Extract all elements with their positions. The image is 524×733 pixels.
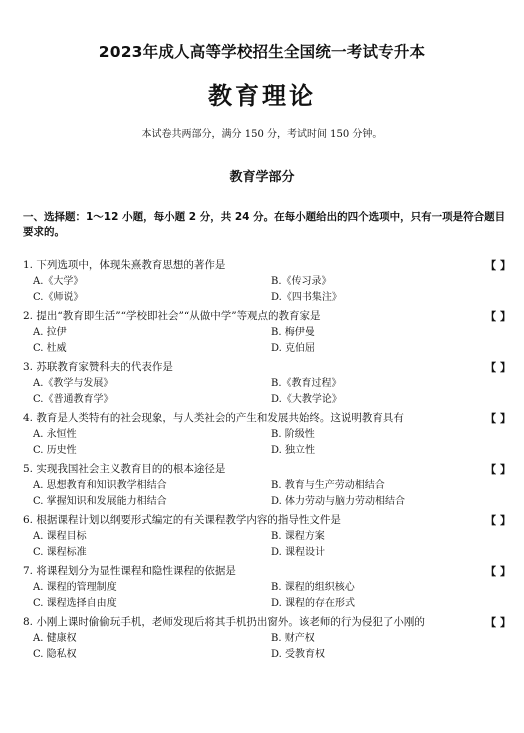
question-2: [23, 308, 511, 357]
answer-bracket: 【 】: [485, 259, 511, 272]
question-stem: [23, 614, 511, 631]
question-stem: [23, 563, 511, 580]
question-5: [23, 461, 511, 510]
answer-bracket: 【 】: [485, 514, 511, 527]
option-row: [23, 596, 511, 612]
option-a: A. 思想教育和知识教学相结合: [33, 480, 167, 491]
option-c: C. 隐私权: [33, 649, 77, 660]
option-row: [23, 529, 511, 545]
option-c: C.《师说》: [33, 292, 84, 303]
option-c: C. 掌握知识和发展能力相结合: [33, 496, 167, 507]
option-c: C. 课程选择自由度: [33, 598, 117, 609]
answer-bracket: 【 】: [485, 361, 511, 374]
option-b: B.《传习录》: [271, 276, 332, 287]
option-row: [23, 580, 511, 596]
option-b: B. 财产权: [271, 633, 315, 644]
option-c: C. 历史性: [33, 445, 77, 456]
option-b: B. 阶级性: [271, 429, 315, 440]
question-text: 2. 提出“教育即生活”“学校即社会”“从做中学”等观点的教育家是: [23, 310, 321, 322]
option-row: [23, 478, 511, 494]
question-6: [23, 512, 511, 561]
option-b: B. 梅伊曼: [271, 327, 315, 338]
option-row: [23, 443, 511, 459]
option-c: C. 杜威: [33, 343, 67, 354]
option-c: C. 课程标准: [33, 547, 87, 558]
option-d: D.《四书集注》: [271, 292, 342, 303]
question-stem: [23, 461, 511, 478]
option-row: [23, 341, 511, 357]
question-text: 5. 实现我国社会主义教育目的的根本途径是: [23, 463, 226, 475]
question-stem: [23, 308, 511, 325]
question-text: 7. 将课程划分为显性课程和隐性课程的依据是: [23, 565, 236, 577]
option-d: D. 体力劳动与脑力劳动相结合: [271, 496, 406, 507]
option-a: A. 课程的管理制度: [33, 582, 117, 593]
option-d: D.《大教学论》: [271, 394, 342, 405]
answer-bracket: 【 】: [485, 412, 511, 425]
option-d: D. 克伯屈: [271, 343, 316, 354]
option-a: A. 课程目标: [33, 531, 87, 542]
option-row: [23, 494, 511, 510]
answer-bracket: 【 】: [485, 463, 511, 476]
question-text: 3. 苏联教育家赞科夫的代表作是: [23, 361, 173, 373]
question-text: 8. 小刚上课时偷偷玩手机，老师发现后将其手机扔出窗外。该老师的行为侵犯了小刚的: [23, 616, 425, 628]
question-3: [23, 359, 511, 408]
option-d: D. 课程的存在形式: [271, 598, 356, 609]
question-stem: [23, 410, 511, 427]
option-c: C.《普通教育学》: [33, 394, 114, 405]
option-row: [23, 545, 511, 561]
option-a: A.《教学与发展》: [33, 378, 114, 389]
option-b: B. 课程方案: [271, 531, 325, 542]
option-row: [23, 325, 511, 341]
section-title: 教育学部分: [229, 170, 295, 185]
question-stem: [23, 257, 511, 274]
option-row: [23, 376, 511, 392]
question-7: [23, 563, 511, 612]
option-row: [23, 274, 511, 290]
question-stem: [23, 359, 511, 376]
option-b: B.《教育过程》: [271, 378, 342, 389]
question-1: [23, 257, 511, 306]
exam-title: 2023年成人高等学校招生全国统一考试专升本: [98, 43, 426, 61]
option-d: D. 受教育权: [271, 649, 326, 660]
question-text: 6. 根据课程计划以纲要形式编定的有关课程教学内容的指导性文件是: [23, 514, 341, 526]
exam-note: 本试卷共两部分，满分 150 分，考试时间 150 分钟。: [141, 129, 383, 140]
option-a: A. 永恒性: [33, 429, 77, 440]
question-text: 4. 教育是人类特有的社会现象，与人类社会的产生和发展共始终。这说明教育具有: [23, 412, 404, 424]
option-row: [23, 647, 511, 663]
option-row: [23, 427, 511, 443]
option-b: B. 教育与生产劳动相结合: [271, 480, 385, 491]
option-a: A. 健康权: [33, 633, 77, 644]
question-4: [23, 410, 511, 459]
question-stem: [23, 512, 511, 529]
option-d: D. 独立性: [271, 445, 316, 456]
answer-bracket: 【 】: [485, 565, 511, 578]
option-b: B. 课程的组织核心: [271, 582, 355, 593]
option-row: [23, 631, 511, 647]
question-8: [23, 614, 511, 663]
option-row: [23, 290, 511, 306]
option-row: [23, 392, 511, 408]
section-instructions: 一、选择题：1～12 小题，每小题 2 分，共 24 分。在每小题给出的四个选项中，只有一项是符合题目要求的。: [23, 211, 506, 238]
answer-bracket: 【 】: [485, 616, 511, 629]
question-text: 1. 下列选项中，体现朱熹教育思想的著作是: [23, 259, 226, 271]
subject-title: 教育理论: [208, 82, 316, 110]
option-d: D. 课程设计: [271, 547, 326, 558]
answer-bracket: 【 】: [485, 310, 511, 323]
option-a: A.《大学》: [33, 276, 84, 287]
option-a: A. 拉伊: [33, 327, 67, 338]
